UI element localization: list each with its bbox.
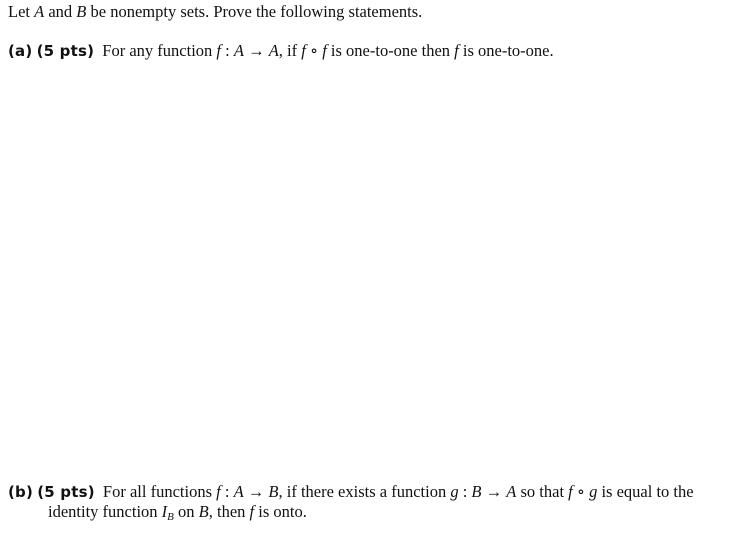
problem-part-a	[8, 41, 554, 61]
part-a-text: , if	[278, 41, 302, 60]
problem-part-b-continuation	[48, 502, 307, 522]
math-colon: :	[221, 41, 234, 60]
part-b-points: (5 pts)	[37, 483, 95, 501]
math-colon: :	[458, 482, 472, 501]
part-a-text: is one-to-one then	[326, 41, 455, 60]
part-b-text: , if there exists a function	[278, 482, 451, 501]
part-b-text: For all functions	[102, 482, 217, 501]
math-compose: ∘	[305, 41, 323, 60]
math-var-f: f	[249, 502, 255, 521]
math-var-identity: I	[161, 502, 168, 521]
math-subscript-b: B	[167, 511, 174, 523]
part-a-label: (a)	[8, 42, 33, 60]
math-arrow: →	[481, 482, 507, 501]
intro-text: and	[44, 2, 77, 21]
math-var-b: B	[268, 482, 279, 501]
math-var-a: A	[34, 2, 45, 21]
part-b-text: is equal to the	[597, 482, 694, 501]
part-b-text: , then	[208, 502, 250, 521]
part-a-text: For any function	[102, 41, 217, 60]
math-var-a: A	[233, 41, 244, 60]
math-compose: ∘	[572, 482, 590, 501]
math-var-f: f	[322, 41, 327, 60]
math-var-b: B	[198, 502, 209, 521]
math-var-g: g	[450, 482, 459, 501]
intro-text: Let	[8, 2, 35, 21]
math-var-f: f	[301, 41, 306, 60]
math-var-f: f	[216, 41, 221, 60]
intro-statement	[8, 2, 422, 22]
math-var-a: A	[506, 482, 517, 501]
part-b-label: (b)	[8, 483, 34, 501]
intro-text: be nonempty sets. Prove the following statements.	[86, 2, 423, 21]
math-colon: :	[220, 482, 234, 501]
math-var-g: g	[589, 482, 598, 501]
part-a-points: (5 pts)	[36, 42, 95, 60]
part-b-text: identity function	[48, 502, 162, 521]
part-a-text: is one-to-one.	[458, 41, 554, 60]
math-var-f: f	[454, 41, 459, 60]
math-var-f: f	[568, 482, 573, 501]
math-arrow: →	[243, 41, 269, 60]
math-var-a: A	[268, 41, 279, 60]
part-b-text: so that	[516, 482, 569, 501]
part-b-text: is onto.	[254, 502, 307, 521]
part-b-text: on	[173, 502, 199, 521]
problem-part-b	[8, 482, 694, 502]
math-var-b: B	[471, 482, 482, 501]
math-var-a: A	[233, 482, 244, 501]
math-var-f: f	[216, 482, 221, 501]
math-arrow: →	[243, 482, 269, 501]
math-var-b: B	[76, 2, 87, 21]
